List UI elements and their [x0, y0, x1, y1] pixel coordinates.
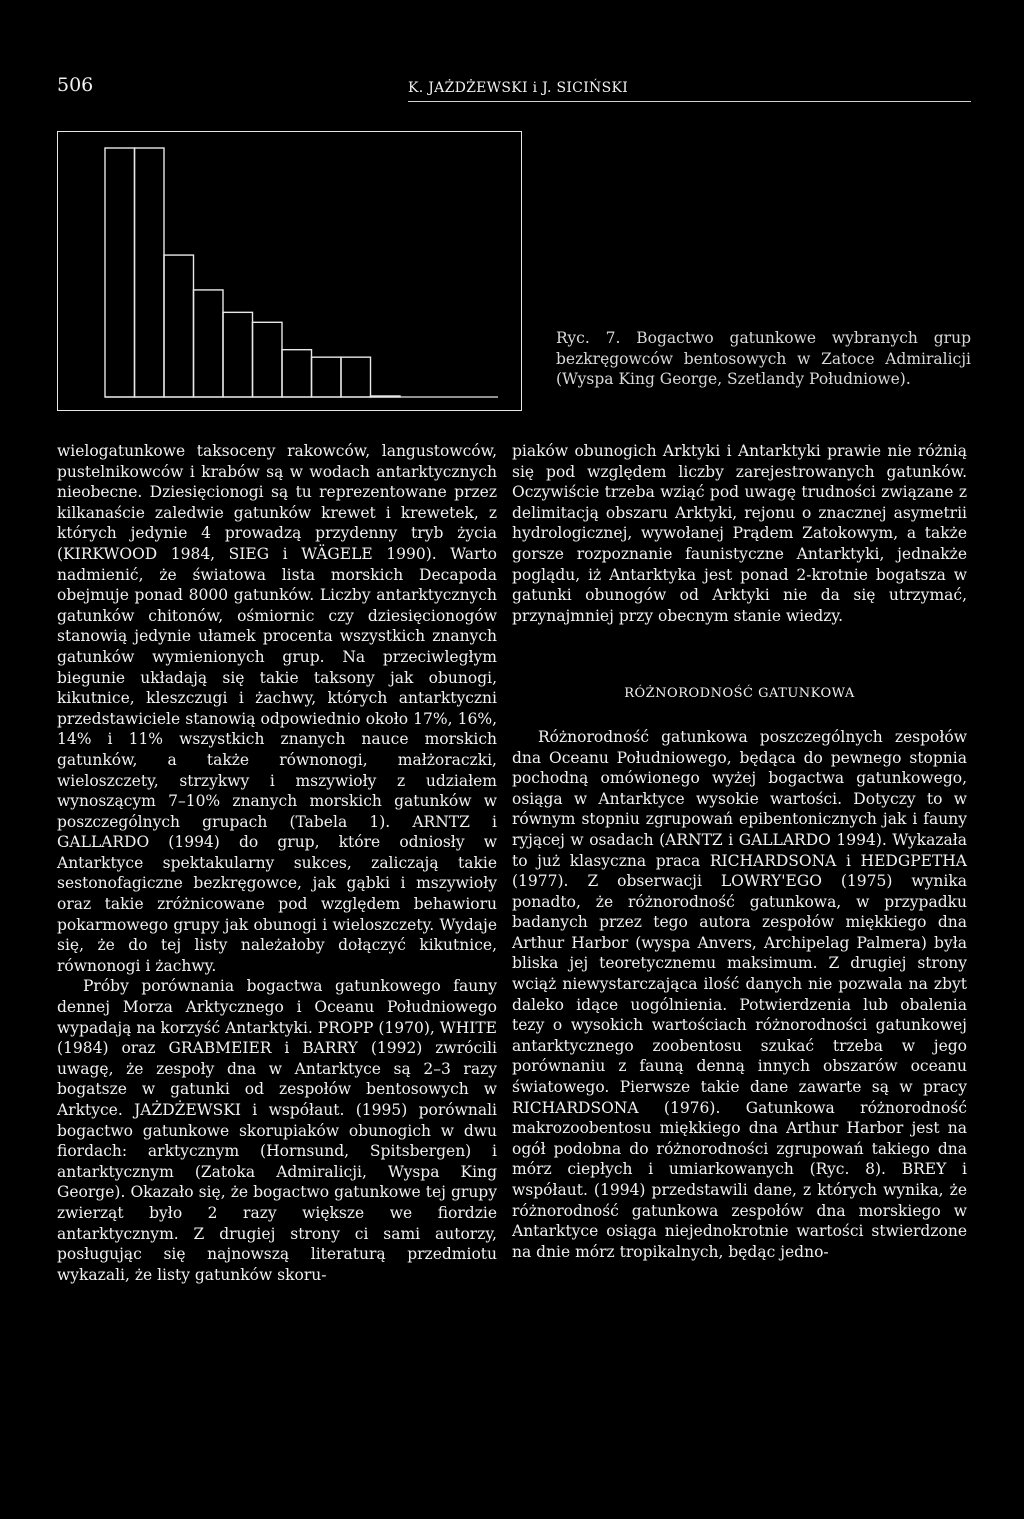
bar-1 [105, 148, 135, 397]
right-paragraph-2: Różnorodność gatunkowa poszczególnych zespołów dna Oceanu Południowego, będąca do pewnego stopnia pochodną omówionego wyżej bogactwa gatunkowego, osiąga w Antarktyce wysokie wartości. Dotyczy to w równym stopniu zgrupowań epibentonicznych jak i fauny ryjącej w osadach (ARNTZ i GALLARDO 1994). Wykazała to już klasyczna praca RICHARDSONA i HEDGPETHA (1977). Z obserwacji LOWRY'EGO (1975) wynika ponadto, że różnorodność gatunkowa, w przypadku badanych przez tego autora zespołów miękkiego dna Arthur Harbor (wyspa Anvers, Archipelag Palmera) była bliska jej teoretycznemu maksimum. Z drugiej strony wciąż niewystarczająca ilość danych nie pozwala na zbyt daleko idące uogólnienia. Potwierdzenia lub obalenia tezy o wysokich wartościach różnorodności gatunkowej antarktycznego zoobentosu szukać trzeba w jego porównaniu z fauną denną innych obszarów oceanu światowego. Pierwsze takie dane zawarte są w pracy RICHARDSONA (1976). Gatunkowa różnorodność makrozoobentosu miękkiego dna Arthur Harbor jest na ogół podobna do różnorodności zgrupowań takiego dna mórz ciepłych i umiarkowanych (Ryc. 8). BREY i współaut. (1994) przedstawili dane, z których wynika, że różnorodność gatunkowa zespołów dna morskiego w Antarktyce osiąga niejednokrotnie wartości stwierdzone na dnie mórz tropikalnych, będąc jedno- [512, 727, 967, 1261]
left-paragraph-1: wielogatunkowe taksoceny rakowców, langustowców, pustelnikowców i krabów są w wodach antarktycznych nieobecne. Dziesięcionogi są tu reprezentowane przez kilkanaście zaledwie gatunków krewet i krewetek, z których jedynie 4 prowadzą przydenny tryb życia (KIRKWOOD 1984, SIEG i WÄGELE 1990). Warto nadmienić, że światowa lista morskich Decapoda obejmuje ponad 8000 gatunków. Liczby antarktycznych gatunków chitonów, ośmiornic czy dziesięcionogów stanowią jedynie ułamek procenta wszystkich znanych gatunków wymienionych grup. Na przeciwległym biegunie układają się takie taksony jak obunogi, kikutnice, kleszczugi i żachwy, których antarktyczni przedstawiciele stanowią odpowiednio około 17%, 16%, 14% i 11% wszystkich znanych nauce morskich gatunków, a także równonogi, małżoraczki, wieloszczety, strzykwy i mszywioły z udziałem wynoszącym 7–10% znanych morskich gatunków w poszczególnych grupach (Tabela 1). ARNTZ i GALLARDO (1994) do grup, które odniosły w Antarktyce spektakularny sukces, zaliczają takie sestonofagiczne bezkręgowce, jak gąbki i mszywioły oraz takie zróżnicowane pod względem behawioru pokarmowego grupy jak obunogi i wieloszczety. Wydaje się, że do tej listy należałoby dołączyć kikutnice, równonogi i żachwy. [57, 442, 497, 975]
figure-7-frame [57, 131, 522, 411]
bar-7 [282, 350, 312, 397]
header-rule [408, 101, 971, 102]
bar-8 [312, 357, 342, 397]
figure-7-bar-chart [58, 132, 523, 412]
right-column [512, 441, 967, 1262]
left-column [57, 441, 497, 1285]
bar-9 [341, 357, 371, 397]
bar-3 [164, 255, 194, 397]
section-title: RÓŻNORODNOŚĆ GATUNKOWA [624, 686, 855, 702]
bar-5 [223, 312, 253, 397]
bar-4 [194, 290, 224, 397]
right-paragraph-1: piaków obunogich Arktyki i Antarktyki prawie nie różnią się pod względem liczby zarejestrowanych gatunków. Oczywiście trzeba wziąć pod uwagę trudności związane z delimitacją obszaru Arktyki, rejonu o znacznej asymetrii hydrologicznej, wywołanej Prądem Zatokowym, a także gorsze rozpoznanie faunistyczne Antarktyki, jednakże poglądu, iż Antarktyka jest ponad 2-krotnie bogatsza w gatunki obunogów od Arktyki nie da się utrzymać, przynajmniej przy obecnym stanie wiedzy. [512, 442, 967, 625]
page-number: 506 [57, 74, 94, 96]
bar-6 [253, 322, 283, 397]
bar-2 [135, 148, 165, 397]
running-header-authors: K. JAŻDŻEWSKI i J. SICIŃSKI [408, 80, 629, 96]
left-paragraph-2: Próby porównania bogactwa gatunkowego fauny dennej Morza Arktycznego i Oceanu Południowego wypadają na korzyść Antarktyki. PROPP (1970), WHITE (1984) oraz GRABMEIER i BARRY (1992) zwrócili uwagę, że zespoły dna w Antarktyce są 2–3 razy bogatsze w gatunki od zespołów bentosowych w Arktyce. JAŻDŻEWSKI i współaut. (1995) porównali bogactwo gatunkowe skorupiaków obunogich w dwu fiordach: arktycznym (Hornsund, Spitsbergen) i antarktycznym (Zatoka Admiralicji, Wyspa King George). Okazało się, że bogactwo gatunkowe tej grupy zwierząt było 2 razy większe we fiordzie antarktycznym. Z drugiej strony ci sami autorzy, posługując się najnowszą literaturą przedmiotu wykazali, że listy gatunków skoru- [57, 977, 497, 1284]
figure-caption: Ryc. 7. Bogactwo gatunkowe wybranych grup bezkręgowców bentosowych w Zatoce Admiralicji (Wyspa King George, Szetlandy Południowe). [556, 329, 971, 388]
